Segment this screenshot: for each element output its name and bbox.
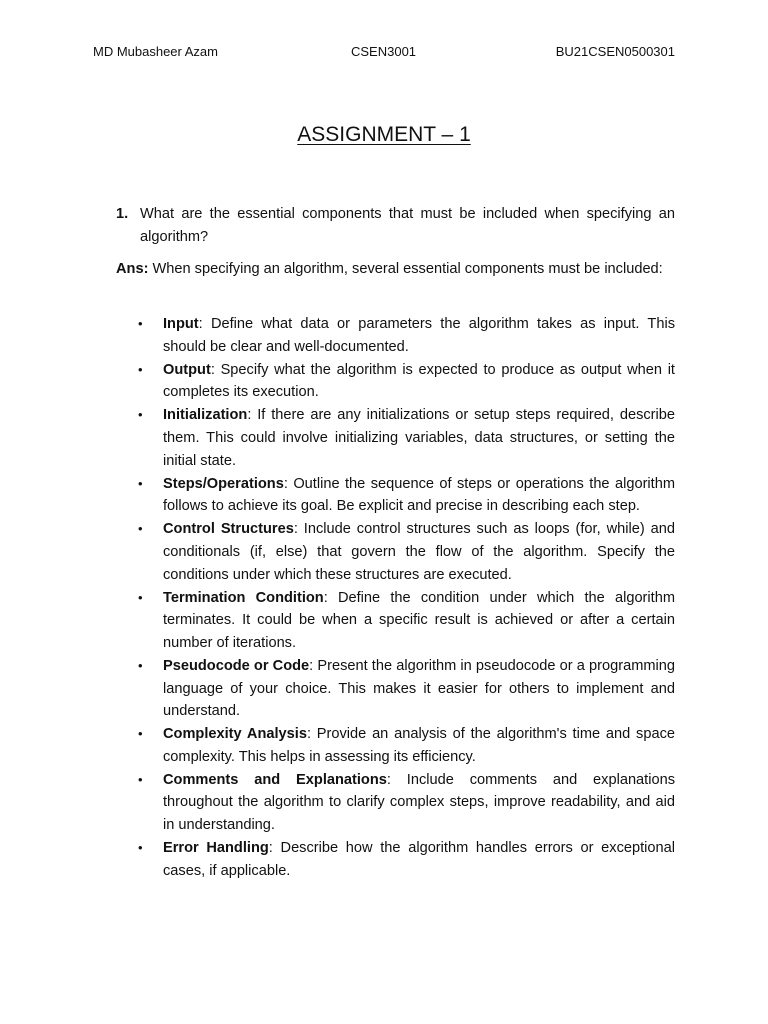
component-desc: : Present the algorithm in pseudocode or a programming language of your choice. This makes it easier for others to implement and understand.: [163, 657, 675, 720]
course-code: CSEN3001: [351, 44, 417, 59]
component-desc: : Specify what the algorithm is expected to produce as output when it completes its execution.: [163, 361, 675, 401]
component-term: Complexity Analysis: [163, 726, 307, 743]
list-item: [116, 655, 675, 723]
component-term: Comments and Explanations: [163, 771, 387, 788]
component-desc: : Outline the sequence of steps or operations the algorithm follows to achieve its goal. Be explicit and precise in describing each step.: [163, 475, 675, 515]
list-item: [116, 518, 675, 586]
list-item: [116, 313, 675, 358]
component-term: Termination Condition: [163, 589, 324, 606]
question-text: What are the essential components that must be included when specifying an algorithm?: [140, 206, 675, 245]
title-text: ASSIGNMENT – 1: [297, 123, 471, 146]
list-item: [116, 359, 675, 404]
question-number: 1.: [116, 206, 129, 222]
component-term: Control Structures: [163, 521, 294, 538]
bullet-icon: •: [138, 771, 143, 787]
bullet-icon: •: [138, 361, 143, 377]
component-term: Output: [163, 361, 211, 378]
component-term: Error Handling: [163, 840, 269, 857]
list-item: [116, 769, 675, 837]
component-term: Initialization: [163, 407, 248, 424]
bullet-icon: •: [138, 589, 143, 605]
answer-intro-text: When specifying an algorithm, several essential components must be included:: [148, 261, 663, 277]
bullet-icon: •: [138, 840, 143, 856]
answer-intro: [116, 258, 675, 281]
component-term: Input: [163, 316, 199, 332]
component-desc: : Provide an analysis of the algorithm's time and space complexity. This helps in assessing its efficiency.: [163, 726, 675, 765]
question-block: [116, 203, 675, 248]
components-list: [116, 313, 675, 883]
list-item: [116, 723, 675, 768]
component-desc: : Include control structures such as loops (for, while) and conditionals (if, else) that govern the flow of the algorithm. Specify the conditions under which these structures are executed.: [163, 521, 675, 583]
bullet-icon: •: [138, 475, 143, 491]
bullet-icon: •: [138, 657, 143, 673]
component-desc: : Define what data or parameters the algorithm takes as input. This should be clear and well-documented.: [163, 316, 675, 355]
student-id: BU21CSEN0500301: [555, 44, 675, 59]
answer-label: Ans:: [116, 261, 149, 277]
student-name: MD Mubasheer Azam: [93, 44, 218, 59]
bullet-icon: •: [138, 407, 143, 423]
component-desc: : Describe how the algorithm handles errors or exceptional cases, if applicable.: [163, 840, 675, 879]
bullet-icon: •: [138, 726, 143, 742]
list-item: [116, 404, 675, 472]
bullet-icon: •: [138, 316, 143, 331]
component-desc: : Include comments and explanations throughout the algorithm to clarify complex steps, improve readability, and aid in understanding.: [163, 771, 675, 834]
bullet-icon: •: [138, 521, 143, 537]
list-item: [116, 587, 675, 655]
component-desc: : Define the condition under which the algorithm terminates. It could be when a specific result is achieved or after a certain number of iterations.: [163, 589, 675, 651]
assignment-title: [0, 121, 768, 149]
list-item: [116, 473, 675, 518]
component-desc: : If there are any initializations or setup steps required, describe them. This could involve initializing variables, data structures, or setting the initial state.: [163, 407, 675, 469]
component-term: Steps/Operations: [163, 475, 284, 492]
list-item: [116, 837, 675, 882]
component-term: Pseudocode or Code: [163, 657, 310, 674]
